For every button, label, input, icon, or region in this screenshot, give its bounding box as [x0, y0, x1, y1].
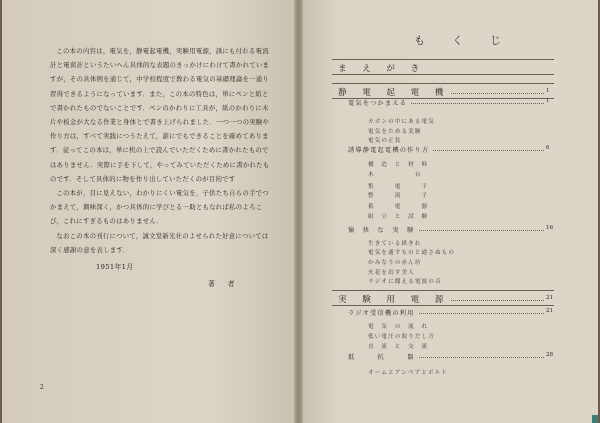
toc-entry-text: オームとアンペアとボルト — [368, 370, 449, 376]
toc-section — [348, 352, 415, 361]
preface-author: 著 者 — [208, 280, 238, 288]
toc-page-number: 21 — [546, 308, 554, 314]
toc-subsection — [368, 277, 442, 285]
toc-subsection — [368, 268, 415, 276]
toc-entry-text: ま え が き — [338, 64, 423, 74]
preface-paragraph: この本の内容は，電気を，静電起電機，実験用電源，誘にも付れる電流計と電荷計というたいへん具体的な表題のきっかけにわけて書かれていますが，その具体例を通じて，中学校程度で教わる電気の基礎理論を一通り習得できるようになっています．また，この本の特色は，単にペンと紙とで書かれたものでないことです．ペンのかわりに工具が，紙のかわりに木片や板金が大なる作業と身体とで書き上げられました．一つ一つの実験や作り方は，すべて実践につうたえて，誰にでもできることを確めてあります．従ってこの本は，単に机の上で読んでいただくために書かれたものではありません．実際に手を下して，やってみていただくために書かれたものです．そして具体的に物を作り出していただくのが目的です — [50, 47, 270, 183]
chapter-rule — [332, 74, 554, 75]
toc-entry-text: 低い電圧の取りだし方 — [368, 334, 435, 340]
toc-page-number: 1 — [546, 98, 550, 104]
toc-page-number: 21 — [546, 295, 554, 301]
left-page — [2, 0, 298, 423]
page-number: 2 — [40, 384, 44, 391]
toc-page-number: 1 — [546, 88, 550, 94]
toc-leader-dots — [451, 300, 544, 301]
toc-section — [348, 98, 407, 107]
toc-leader-dots — [433, 150, 544, 151]
toc-chapter — [338, 293, 447, 305]
toc-title: も く じ — [414, 34, 509, 47]
toc-leader-dots — [451, 93, 544, 94]
toc-subsection — [368, 248, 455, 256]
toc-subsection — [368, 127, 422, 135]
toc-subsection — [368, 322, 428, 330]
toc-entry-text: 電気の正負 — [368, 138, 402, 144]
toc-page-number: 28 — [546, 352, 554, 358]
toc-entry-text: 構 造 と 材 料 — [368, 162, 429, 168]
toc-entry-text: 電 気 の 流 れ — [368, 324, 429, 330]
toc-subsection — [368, 136, 401, 144]
toc-entry-text: カボンの中にある電気 — [368, 119, 435, 125]
toc-entry-text: 電気を通すものと通さぬもの — [368, 250, 456, 256]
toc-subsection — [368, 212, 428, 220]
chapter-rule — [332, 290, 554, 291]
toc-entry-text: 蓄 電 器 — [368, 204, 429, 210]
toc-entry-text: 木 台 — [368, 172, 422, 178]
preface-paragraph: なおこの本の刊行について，誠文堂新光社のよせられた好意については深く感謝の意を表します． — [50, 231, 269, 254]
toc-page-number: 16 — [546, 225, 554, 231]
toc-entry-text: 愉 快 な 実 験 — [348, 227, 415, 234]
chapter-rule — [332, 59, 554, 60]
toc-entry-text: 組 立 と 試 験 — [368, 214, 429, 220]
preface-paragraph: この本が，目に見えない，わかりにくい電気を，子供たち自らの手でつかまえて，興味深く，かつ具体的に学びとる一助ともなれば私のよろこび，これにすぎるものはありません． — [50, 189, 269, 226]
preface-date: 1951年1月 — [96, 263, 134, 271]
cover-edge — [592, 415, 598, 423]
toc-leader-dots — [419, 357, 545, 358]
toc-entry-text: 集 電 子 — [368, 184, 429, 190]
toc-subsection — [368, 117, 435, 125]
chapter-rule — [332, 305, 554, 306]
toc-entry-text: 直 流 と 交 流 — [368, 344, 429, 350]
toc-entry-text: 実 験 用 電 源 — [338, 295, 447, 305]
toc-subsection — [368, 202, 428, 210]
toc-entry-text: 生きている紙きれ — [368, 241, 422, 247]
chapter-rule — [332, 83, 554, 84]
toc-page-number: 6 — [546, 145, 550, 151]
toc-subsection — [368, 191, 428, 199]
toc-chapter — [338, 86, 447, 98]
toc-entry-text: 電気をためる実験 — [368, 129, 422, 135]
toc-entry-text: 抵 抗 器 — [348, 354, 415, 361]
toc-chapter — [338, 62, 423, 74]
toc-section — [348, 145, 429, 154]
toc-subsection — [368, 182, 428, 190]
toc-entry-text: 電気をつかまえる — [348, 100, 408, 107]
toc-entry-text: 誘導静電起電機の作り方 — [348, 147, 430, 154]
toc-leader-dots — [419, 313, 545, 314]
toc-entry-text: ラジオ受信機の利用 — [348, 310, 415, 317]
toc-subsection — [368, 258, 422, 266]
toc-leader-dots — [419, 230, 545, 231]
book-gutter — [294, 0, 303, 423]
toc-entry-text: 火花を出す美人 — [368, 270, 415, 276]
toc-leader-dots — [411, 103, 544, 104]
toc-section — [348, 225, 415, 234]
toc-entry-text: 整 流 子 — [368, 193, 429, 199]
toc-subsection — [368, 368, 448, 376]
toc-subsection — [368, 239, 422, 247]
toc-section — [348, 308, 415, 317]
toc-subsection — [368, 332, 435, 340]
toc-subsection — [368, 170, 422, 178]
toc-subsection — [368, 160, 428, 168]
book-spread — [2, 0, 598, 423]
toc-entry-text: ラジオに聞える電波の音 — [368, 279, 442, 285]
preface — [50, 44, 270, 257]
toc-entry-text: かみなりの赤ん坊 — [368, 260, 422, 266]
toc-entry-text: 静 電 起 電 機 — [338, 88, 447, 98]
toc-subsection — [368, 342, 428, 350]
